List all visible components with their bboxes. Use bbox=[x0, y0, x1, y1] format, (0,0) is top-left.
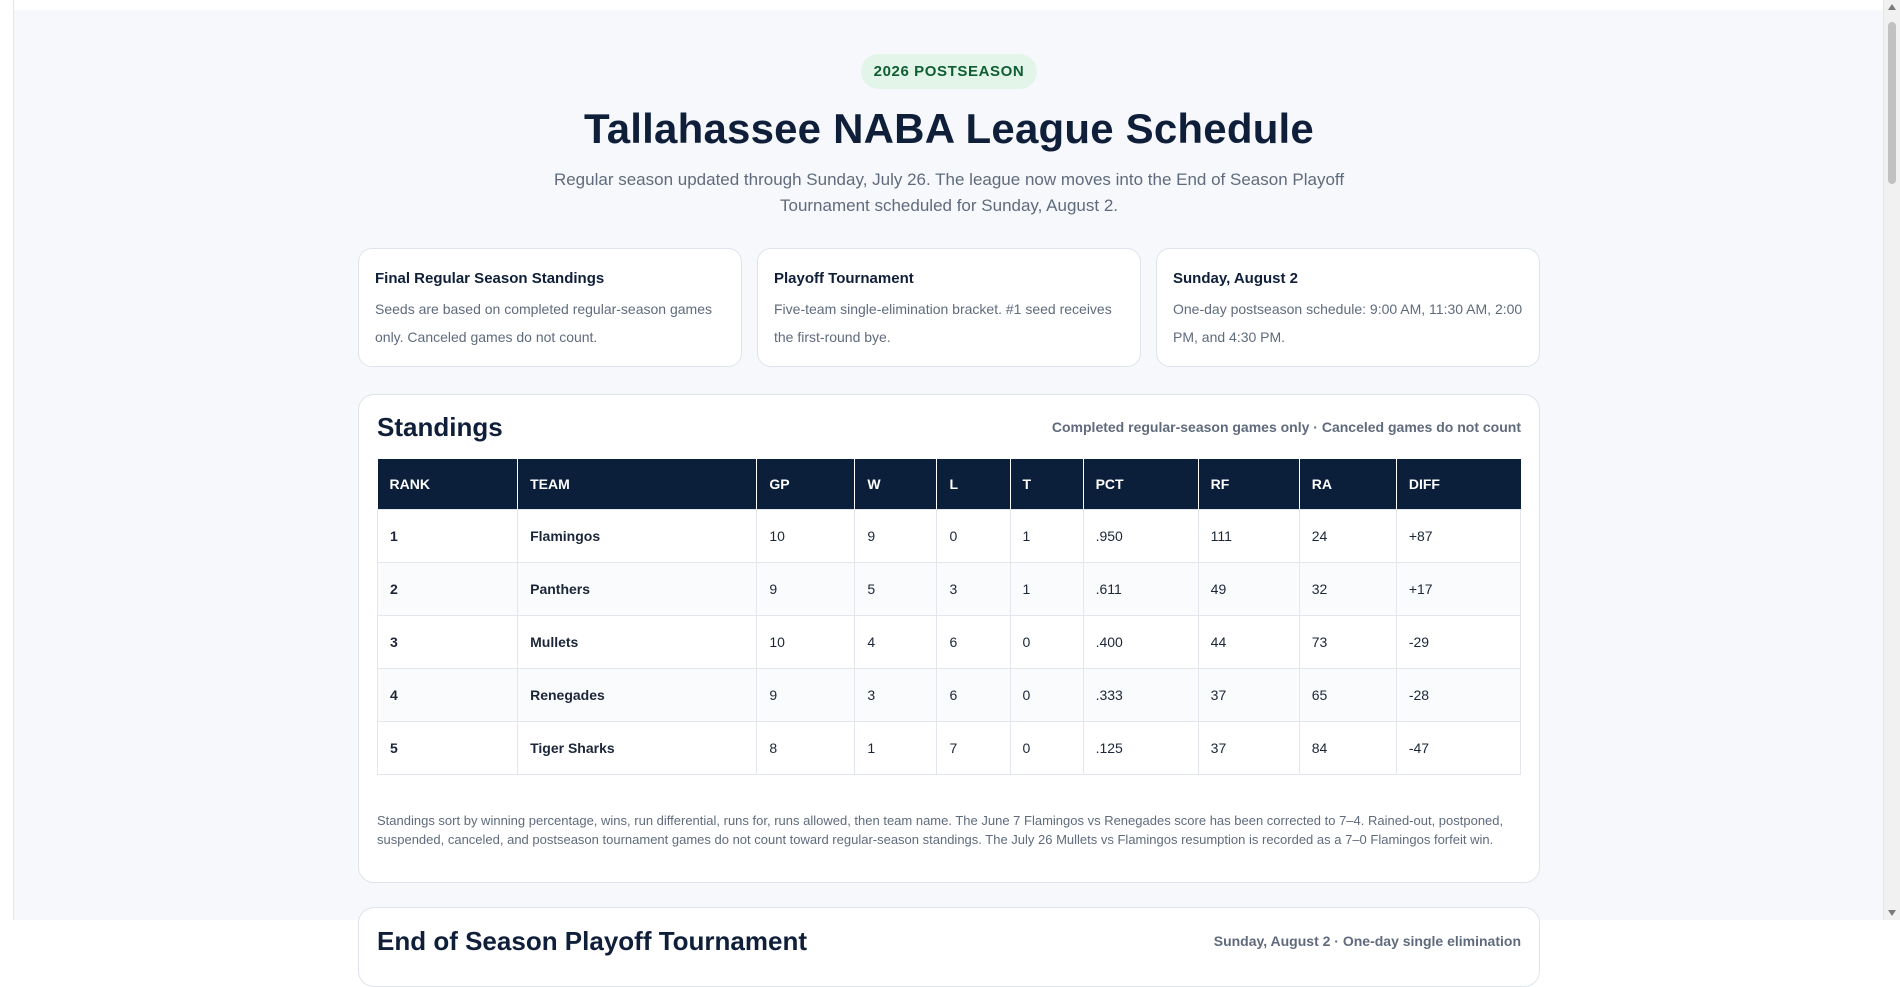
cell-rank: 1 bbox=[378, 510, 518, 563]
cell-t: 0 bbox=[1010, 669, 1083, 722]
info-card-title: Sunday, August 2 bbox=[1173, 270, 1299, 287]
info-card-tournament bbox=[757, 248, 1141, 367]
info-card-title: Playoff Tournament bbox=[774, 270, 914, 287]
cell-rf: 37 bbox=[1198, 722, 1299, 775]
cell-gp: 9 bbox=[757, 669, 855, 722]
playoff-meta: Sunday, August 2 · One-day single elimination bbox=[1213, 933, 1521, 949]
cell-w: 4 bbox=[855, 616, 937, 669]
cell-rank: 5 bbox=[378, 722, 518, 775]
cell-l: 7 bbox=[937, 722, 1010, 775]
cell-rank: 2 bbox=[378, 563, 518, 616]
page-container bbox=[358, 10, 1540, 987]
cell-pct: .950 bbox=[1083, 510, 1198, 563]
cell-l: 6 bbox=[937, 616, 1010, 669]
cell-diff: +17 bbox=[1396, 563, 1520, 616]
column-header-diff[interactable]: DIFF bbox=[1396, 459, 1520, 510]
cell-pct: .611 bbox=[1083, 563, 1198, 616]
cell-rank: 4 bbox=[378, 669, 518, 722]
cell-pct: .333 bbox=[1083, 669, 1198, 722]
cell-rf: 49 bbox=[1198, 563, 1299, 616]
cell-diff: -47 bbox=[1396, 722, 1520, 775]
standings-meta: Completed regular-season games only · Canceled games do not count bbox=[1051, 419, 1521, 435]
cell-team: Panthers bbox=[518, 563, 757, 616]
cell-gp: 9 bbox=[757, 563, 855, 616]
playoff-title: End of Season Playoff Tournament bbox=[377, 925, 808, 956]
page-scrollbar[interactable] bbox=[1883, 0, 1900, 920]
info-card-text: Five-team single-elimination bracket. #1 seed receives the first-round bye. bbox=[774, 301, 1112, 345]
table-row bbox=[378, 722, 1521, 775]
cell-ra: 73 bbox=[1299, 616, 1396, 669]
cell-rf: 44 bbox=[1198, 616, 1299, 669]
column-header-pct[interactable]: PCT bbox=[1083, 459, 1198, 510]
cell-t: 1 bbox=[1010, 563, 1083, 616]
page-title: Tallahassee NABA League Schedule bbox=[584, 105, 1314, 152]
standings-note: Standings sort by winning percentage, wins, run differential, runs for, runs allowed, then team name. The June 7 Flamingos vs Renegades score has been corrected to 7–4. Rained-out, postponed, suspended, canceled, and postseason tournament games do not count toward regular-season standings. The July 26 Mullets vs Flamingos resumption is recorded as a 7–0 Flamingos forfeit win. bbox=[377, 813, 1504, 847]
standings-header-row bbox=[378, 459, 1521, 510]
cell-l: 6 bbox=[937, 669, 1010, 722]
cell-rf: 37 bbox=[1198, 669, 1299, 722]
cell-w: 9 bbox=[855, 510, 937, 563]
info-card-text: One-day postseason schedule: 9:00 AM, 11:30 AM, 2:00 PM, and 4:30 PM. bbox=[1173, 301, 1523, 345]
column-header-w[interactable]: W bbox=[855, 459, 937, 510]
cell-team: Renegades bbox=[518, 669, 757, 722]
cell-rf: 111 bbox=[1198, 510, 1299, 563]
cell-l: 3 bbox=[937, 563, 1010, 616]
info-card-standings bbox=[358, 248, 742, 367]
cell-diff: +87 bbox=[1396, 510, 1520, 563]
cell-ra: 24 bbox=[1299, 510, 1396, 563]
table-row bbox=[378, 616, 1521, 669]
cell-gp: 10 bbox=[757, 616, 855, 669]
column-header-gp[interactable]: GP bbox=[757, 459, 855, 510]
table-row bbox=[378, 510, 1521, 563]
cell-gp: 10 bbox=[757, 510, 855, 563]
hero-section bbox=[358, 10, 1540, 219]
cell-w: 3 bbox=[855, 669, 937, 722]
cell-gp: 8 bbox=[757, 722, 855, 775]
cell-team: Tiger Sharks bbox=[518, 722, 757, 775]
cell-pct: .125 bbox=[1083, 722, 1198, 775]
playoff-header bbox=[377, 908, 1521, 974]
cell-ra: 84 bbox=[1299, 722, 1396, 775]
postseason-badge: 2026 POSTSEASON bbox=[861, 54, 1038, 89]
playoff-panel bbox=[358, 907, 1540, 987]
standings-table bbox=[377, 459, 1521, 775]
info-card-title: Final Regular Season Standings bbox=[375, 270, 605, 287]
cell-t: 1 bbox=[1010, 510, 1083, 563]
table-row bbox=[378, 563, 1521, 616]
cell-diff: -29 bbox=[1396, 616, 1520, 669]
page-subtitle: Regular season updated through Sunday, July 26. The league now moves into the End of Season Playoff Tournament scheduled for Sunday, August 2. bbox=[553, 170, 1345, 215]
column-header-t[interactable]: T bbox=[1010, 459, 1083, 510]
cell-team: Flamingos bbox=[518, 510, 757, 563]
cell-team: Mullets bbox=[518, 616, 757, 669]
standings-title: Standings bbox=[377, 411, 503, 442]
info-card-text: Seeds are based on completed regular-season games only. Canceled games do not count. bbox=[375, 301, 712, 345]
column-header-team[interactable]: TEAM bbox=[518, 459, 757, 510]
info-cards bbox=[358, 248, 1540, 367]
window-left-edge bbox=[0, 0, 14, 920]
table-row bbox=[378, 669, 1521, 722]
cell-ra: 65 bbox=[1299, 669, 1396, 722]
info-card-date bbox=[1156, 248, 1540, 367]
cell-t: 0 bbox=[1010, 722, 1083, 775]
scroll-up-arrow-icon[interactable] bbox=[1888, 4, 1896, 10]
column-header-ra[interactable]: RA bbox=[1299, 459, 1396, 510]
scroll-down-arrow-icon[interactable] bbox=[1888, 910, 1896, 916]
cell-diff: -28 bbox=[1396, 669, 1520, 722]
cell-l: 0 bbox=[937, 510, 1010, 563]
window-top-edge bbox=[0, 0, 1900, 10]
standings-header bbox=[377, 395, 1521, 459]
cell-rank: 3 bbox=[378, 616, 518, 669]
page-viewport bbox=[14, 10, 1884, 956]
cell-pct: .400 bbox=[1083, 616, 1198, 669]
column-header-l[interactable]: L bbox=[937, 459, 1010, 510]
cell-t: 0 bbox=[1010, 616, 1083, 669]
scrollbar-thumb[interactable] bbox=[1888, 22, 1896, 184]
standings-panel bbox=[358, 394, 1540, 883]
cell-w: 1 bbox=[855, 722, 937, 775]
cell-w: 5 bbox=[855, 563, 937, 616]
cell-ra: 32 bbox=[1299, 563, 1396, 616]
column-header-rank[interactable]: RANK bbox=[378, 459, 518, 510]
column-header-rf[interactable]: RF bbox=[1198, 459, 1299, 510]
